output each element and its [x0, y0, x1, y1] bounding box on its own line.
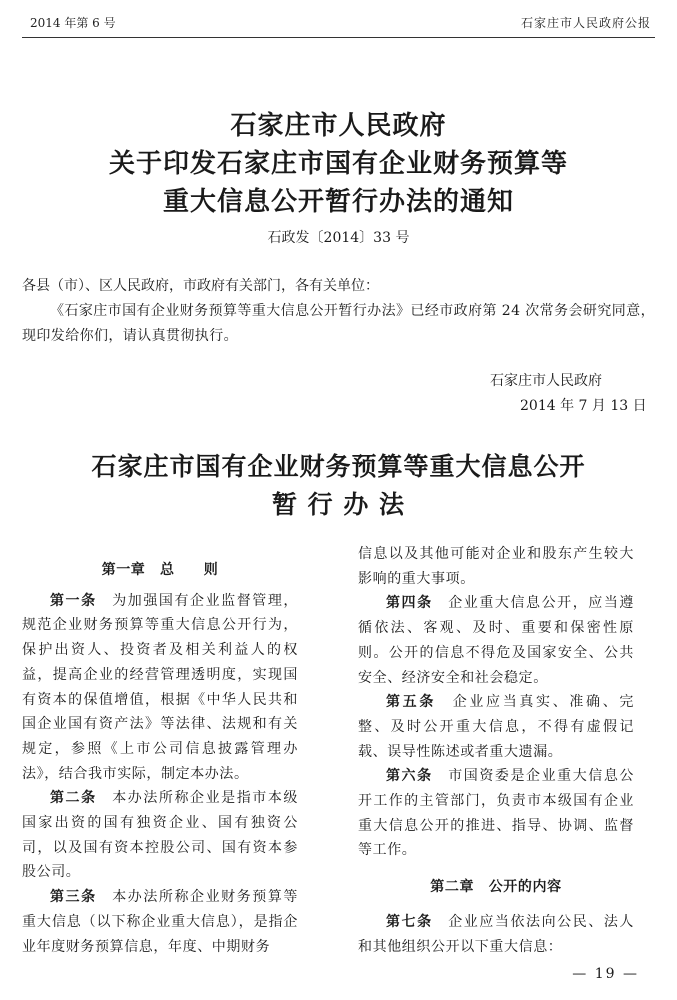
article-5-heading: 第五条 — [386, 694, 437, 711]
chapter-2-heading: 第二章 公开的内容 — [430, 879, 562, 896]
article-3-continued: 信息以及其他可能对企业和股东产生较大影响的重大事项。 — [358, 546, 634, 587]
article-3-text: 本办法所称企业财务预算等重大信息（以下称企业重大信息），是指企业年度财务预算信息，年度、中期财务 — [22, 889, 298, 955]
article-4 — [358, 591, 634, 690]
article-5-text: 企业应当真实、准确、完整、及时公开重大信息，不得有虚假记载、误导性陈述或者重大遗漏。 — [358, 694, 634, 760]
document-number: 石政发〔2014〕33 号 — [267, 230, 410, 246]
article-4-heading: 第四条 — [386, 595, 433, 612]
article-3-heading: 第三条 — [50, 889, 97, 906]
notice-title-line-1: 石家庄市人民政府 — [230, 111, 447, 141]
measures-title-line-2: 暂 行 办 法 — [271, 490, 406, 519]
header-issue: 2014 年第 6 号 — [30, 16, 116, 30]
addressee: 各县（市）、区人民政府，市政府有关部门，各有关单位： — [22, 278, 379, 294]
header-publication: 石家庄市人民政府公报 — [520, 16, 651, 30]
notice-body: 《石家庄市国有企业财务预算等重大信息公开暂行办法》已经市政府第 24 次常务会研究同意，现印发给你们，请认真贯彻执行。 — [22, 303, 655, 344]
article-6 — [358, 764, 634, 863]
signature-organization: 石家庄市人民政府 — [490, 373, 602, 389]
notice-title-line-3: 重大信息公开暂行办法的通知 — [162, 187, 514, 217]
article-2 — [22, 786, 298, 885]
article-5 — [358, 690, 634, 764]
article-7-text: 企业应当依法向公民、法人和其他组织公开以下重大信息： — [358, 913, 634, 955]
article-6-text: 市国资委是企业重大信息公开工作的主管部门，负责市本级国有企业重大信息公开的推进、指导、协调、监督等工作。 — [358, 768, 634, 859]
article-1 — [22, 589, 298, 787]
left-column — [22, 552, 298, 959]
chapter-1-heading: 第一章 总 则 — [101, 562, 219, 578]
article-4-text: 企业重大信息公开，应当遵循依法、客观、及时、重要和保密性原则。公开的信息不得危及国家安全、公共安全、经济安全和社会稳定。 — [358, 595, 634, 686]
article-7-heading: 第七条 — [386, 913, 433, 930]
article-2-text: 本办法所称企业是指市本级国家出资的国有独资企业、国有独资公司，以及国有资本控股公司、国有资本参股公司。 — [22, 790, 298, 881]
right-column — [358, 542, 634, 959]
notice-title-line-2: 关于印发石家庄市国有企业财务预算等 — [108, 149, 568, 179]
signature-date: 2014 年 7 月 13 日 — [520, 398, 647, 414]
article-6-heading: 第六条 — [386, 768, 433, 785]
header-rule — [22, 37, 655, 38]
article-3 — [22, 885, 298, 959]
article-2-heading: 第二条 — [50, 790, 97, 807]
article-1-heading: 第一条 — [50, 592, 97, 609]
article-7 — [358, 910, 634, 959]
measures-title-line-1: 石家庄市国有企业财务预算等重大信息公开 — [91, 452, 586, 481]
article-1-text: 为加强国有企业监督管理，规范企业财务预算等重大信息公开行为，保护出资人、投资者及相关利益人的权益，提高企业的经营管理透明度，实现国有资本的保值增值，根据《中华人民共和国企业国有资产法》等法律、法规和有关规定，参照《上市公司信息披露管理办法》，结合我市实际，制定本办法。 — [22, 592, 298, 782]
page-number: — 19 — — [572, 966, 639, 982]
